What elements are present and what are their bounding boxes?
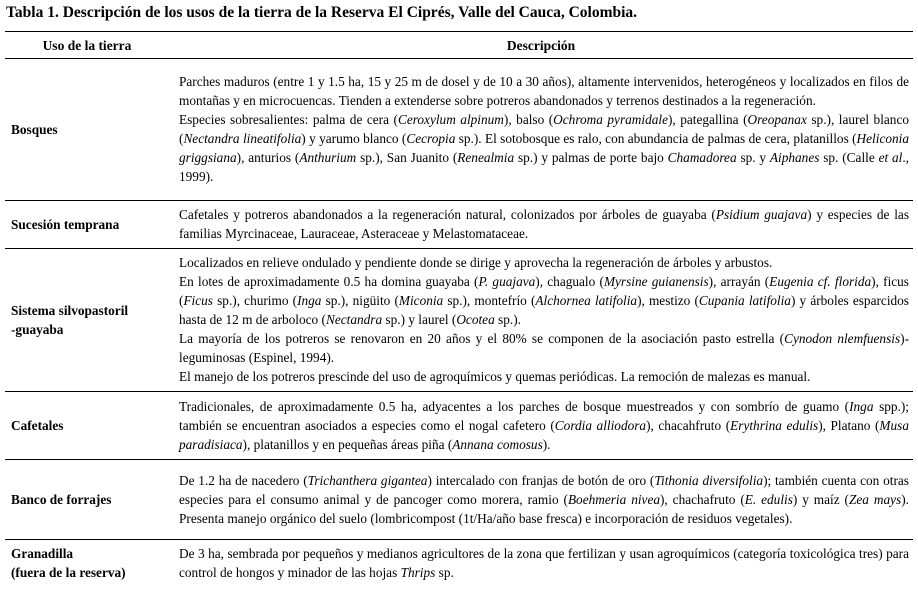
species-name: Erythrina edulis — [730, 417, 819, 433]
species-name: Alchornea latifolia — [535, 293, 638, 308]
land-use-label: Granadilla — [11, 546, 74, 561]
text-segment: ) intercalado con franjas de botón de oro ( — [427, 472, 655, 488]
text-segment: ). Presenta manejo orgánico del suelo (lombricompost (1t/Ha/año base fresca) e incorporación de residuos vegetales). — [179, 491, 909, 526]
description-paragraph — [179, 329, 909, 367]
species-name: Chamadorea — [667, 150, 737, 165]
description-cell — [169, 249, 913, 392]
species-name: Nectandra lineatifolia — [183, 131, 302, 146]
text-segment: sp.), laurel blanco ( — [179, 112, 909, 146]
species-name: Myrsine guianensis — [603, 274, 709, 289]
description-paragraph — [179, 397, 909, 454]
text-segment: De 3 ha, sembrada por pequeños y medianos agricultores de la zona que fertilizan y usan agroquímicos (categoría toxicológica tres) para control de hongos y minador de las hojas — [179, 546, 909, 580]
description-cell — [169, 460, 913, 540]
text-segment: ); también cuenta con otras especies para el consumo animal y de pancoger como morera, ramio ( — [179, 472, 909, 507]
table-row — [5, 460, 913, 540]
species-name: Tithonia diversifolia — [654, 472, 764, 488]
species-name: Cynodon nlemfuensis — [784, 331, 901, 346]
text-segment: sp.). — [494, 312, 521, 327]
text-segment: spp.); también se encuentran asociados a especies como el nogal cafetero ( — [179, 398, 909, 433]
species-name: Inga — [849, 398, 874, 414]
text-segment: ). — [542, 436, 551, 452]
text-segment: sp.). El sotobosque es ralo, con abundancia de palmas de cera, platanillos ( — [455, 131, 857, 146]
land-use-cell — [5, 540, 169, 600]
table-row — [5, 249, 913, 392]
text-segment: De 1.2 ha de nacedero ( — [179, 472, 308, 488]
land-use-label: -guayaba — [11, 321, 64, 337]
species-name: Cupania latifolia — [698, 293, 791, 308]
table-row — [5, 59, 913, 201]
species-name: P. guajava — [478, 274, 536, 289]
species-name: Psidium guajava — [715, 207, 808, 222]
text-segment: sp.), churimo ( — [212, 293, 298, 308]
land-use-cell — [5, 59, 169, 201]
land-use-label: Bosques — [11, 121, 58, 137]
description-paragraph — [179, 367, 909, 386]
text-segment: sp. (Calle — [819, 150, 879, 165]
text-segment: ) y maíz ( — [792, 491, 849, 507]
text-segment: ., 1999). — [179, 150, 910, 184]
land-use-label: Sistema silvopastoril — [11, 302, 129, 318]
description-paragraph — [179, 110, 909, 186]
description-paragraph — [179, 544, 909, 582]
table-header-row — [5, 32, 913, 59]
text-segment: Tradicionales, de aproximadamente 0.5 ha, adyacentes a los parches de bosque muestreados y con sombrío de guamo ( — [179, 398, 850, 414]
species-name: Annana comosus — [452, 436, 543, 452]
table-title: Tabla 1. Descripción de los usos de la tierra de la Reserva El Ciprés, Valle del Cauca, Colombia. — [6, 4, 638, 21]
text-segment: sp.), San Juanito ( — [356, 150, 458, 165]
table-row — [5, 392, 913, 460]
text-segment: ), chacahfruto ( — [646, 417, 731, 433]
species-name: Ceroxylum alpinum — [397, 112, 504, 127]
table-row — [5, 201, 913, 249]
table-row — [5, 540, 913, 600]
text-segment: sp. y — [736, 150, 770, 165]
text-segment: ), platanillos y en pequeñas áreas piña ( — [242, 436, 453, 452]
text-segment: Localizados en relieve ondulado y pendiente donde se dirige y aprovecha la regeneración de árboles y arbustos. — [179, 255, 773, 270]
text-segment: ) y yarumo blanco ( — [301, 131, 407, 146]
land-use-table — [5, 31, 913, 600]
text-segment: ), balso ( — [503, 112, 554, 127]
text-segment: Parches maduros (entre 1 y 1.5 ha, 15 y 25 m de dosel y de 10 a 30 años), altamente intervenidos, heterogéneos y localizados en filos de montañas y en microcuencas. Tienden a extenderse sobre potreros abandonados y terrenos destinados a la regeneración. — [179, 74, 909, 108]
species-name: Cordia alliodora — [554, 417, 647, 433]
species-name: Anthurium — [299, 150, 357, 165]
species-name: Nectandra — [325, 312, 383, 327]
species-name: Thrips — [400, 565, 436, 580]
text-segment: Especies sobresalientes: palma de cera ( — [179, 112, 398, 127]
text-segment: )-leguminosas (Espinel, 1994). — [179, 331, 909, 365]
land-use-cell — [5, 392, 169, 460]
species-name: Ochroma pyramidale — [553, 112, 668, 127]
land-use-cell — [5, 249, 169, 392]
species-name: Eugenia cf. florida — [769, 274, 872, 289]
text-segment: sp.) y laurel ( — [382, 312, 457, 327]
species-name: Heliconia griggsiana — [179, 131, 909, 165]
text-segment: ), Platano ( — [818, 417, 880, 433]
text-segment: ), chachafruto ( — [660, 491, 745, 507]
land-use-cell — [5, 460, 169, 540]
text-segment: ) y especies de las familias Myrcinaceae, Lauraceae, Asteraceae y Melastomataceae. — [179, 207, 910, 241]
text-segment: sp.), nigüito ( — [321, 293, 399, 308]
land-use-label: (fuera de la reserva) — [11, 565, 126, 580]
text-segment: ), arrayán ( — [708, 274, 770, 289]
land-use-label: Banco de forrajes — [11, 491, 112, 507]
description-paragraph — [179, 471, 909, 528]
species-name: E. edulis — [744, 491, 793, 507]
species-name: Boehmeria nivea — [567, 491, 660, 507]
text-segment: ) y árboles esparcidos hasta de 12 m de arboloco ( — [179, 293, 909, 327]
text-segment: ), ficus ( — [179, 274, 909, 308]
description-paragraph — [179, 72, 909, 110]
description-cell — [169, 540, 913, 600]
species-name: Inga — [297, 293, 322, 308]
description-cell — [169, 59, 913, 201]
text-segment: sp.) y palmas de porte bajo — [514, 150, 668, 165]
species-name: Miconia — [398, 293, 444, 308]
species-name: Cecropia — [406, 131, 456, 146]
description-paragraph — [179, 253, 909, 272]
species-name: Renealmia — [457, 150, 515, 165]
text-segment: ), chagualo ( — [535, 274, 604, 289]
land-use-label: Cafetales — [11, 417, 64, 433]
text-segment: La mayoría de los potreros se renovaron en 20 años y el 80% se componen de la asociación pasto estrella ( — [179, 331, 785, 346]
species-name: Musa paradisiaca — [179, 417, 909, 452]
header-description: Descripción — [169, 32, 913, 59]
species-name: Zea mays — [849, 491, 902, 507]
text-segment: sp.), montefrío ( — [443, 293, 536, 308]
species-name: Ficus — [183, 293, 213, 308]
species-name: Aiphanes — [769, 150, 820, 165]
text-segment: ), mestizo ( — [637, 293, 699, 308]
text-segment: sp. — [435, 565, 454, 580]
species-name: Trichanthera gigantea — [307, 472, 428, 488]
text-segment: Cafetales y potreros abandonados a la regeneración natural, colonizados por árboles de guayaba ( — [179, 207, 716, 222]
description-cell — [169, 201, 913, 249]
text-segment: ), anturios ( — [236, 150, 300, 165]
land-use-cell — [5, 201, 169, 249]
species-name: Ocotea — [456, 312, 495, 327]
text-segment: En lotes de aproximadamente 0.5 ha domina guayaba ( — [179, 274, 479, 289]
species-name: Oreopanax — [747, 112, 807, 127]
description-paragraph — [179, 205, 909, 243]
header-land-use: Uso de la tierra — [5, 32, 169, 59]
description-paragraph — [179, 272, 909, 329]
text-segment: El manejo de los potreros prescinde del uso de agroquímicos y quemas periódicas. La remoción de malezas es manual. — [179, 369, 811, 384]
species-name: et al — [878, 150, 903, 165]
description-cell — [169, 392, 913, 460]
text-segment: ), pategallina ( — [667, 112, 748, 127]
land-use-label: Sucesión temprana — [11, 216, 120, 232]
